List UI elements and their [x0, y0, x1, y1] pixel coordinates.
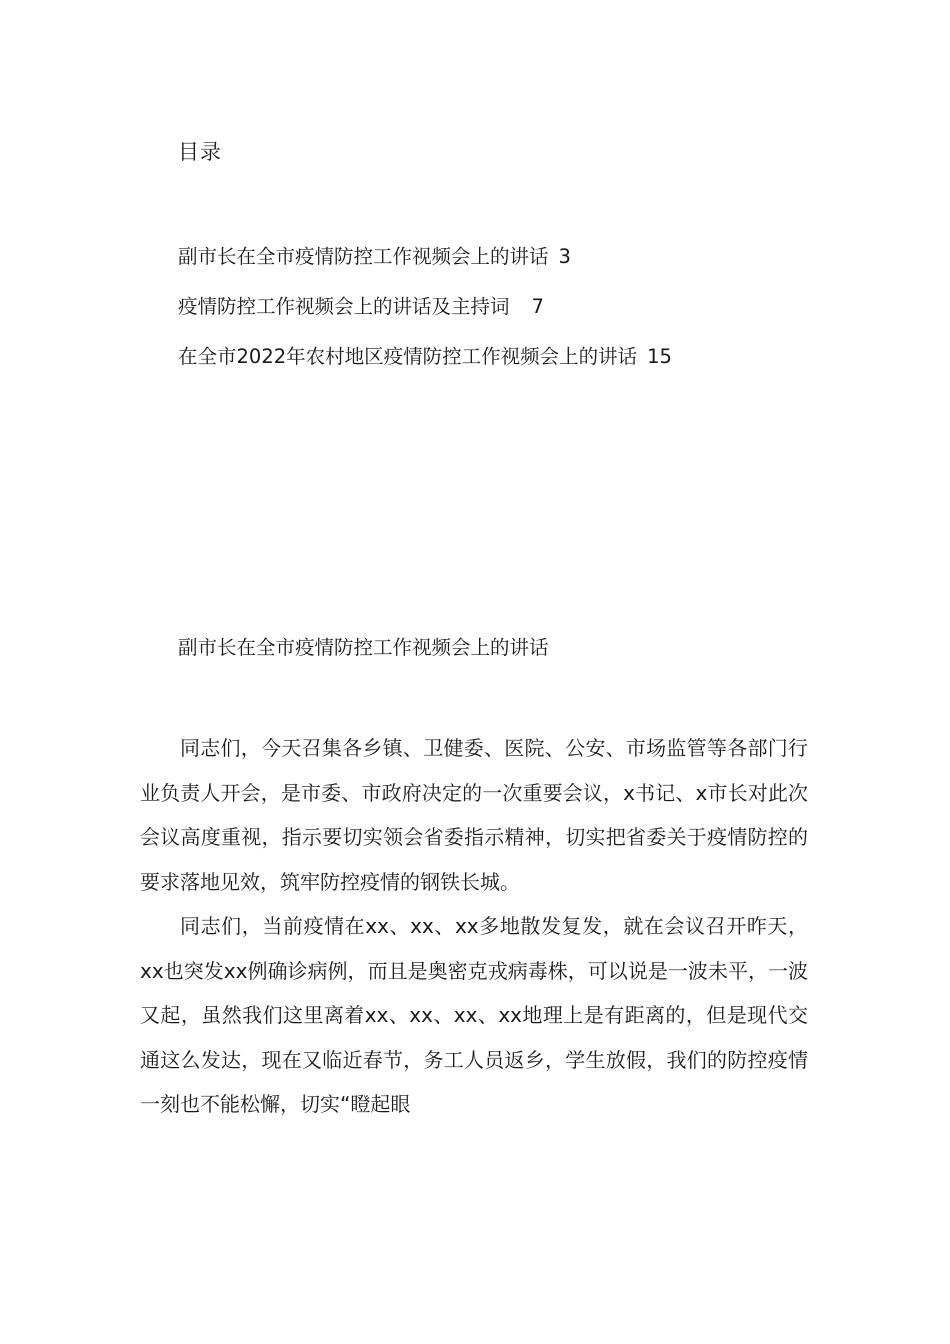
- section-body: [140, 726, 808, 1127]
- toc-title: 目录: [178, 140, 222, 164]
- toc-entry-title: 副市长在全市疫情防控工作视频会上的讲话: [178, 245, 549, 268]
- toc-entry-2[interactable]: [178, 282, 672, 332]
- toc-entry-3[interactable]: [178, 332, 672, 382]
- section-heading: 副市长在全市疫情防控工作视频会上的讲话: [178, 636, 549, 659]
- body-paragraph-1: 同志们，今天召集各乡镇、卫健委、医院、公安、市场监管等各部门行业负责人开会，是市委、市政府决定的一次重要会议，x书记、x市长对此次会议高度重视，指示要切实领会省委指示精神，切实把省委关于疫情防控的要求落地见效，筑牢防控疫情的钢铁长城。: [140, 736, 808, 894]
- toc-entry-page: 3: [558, 245, 571, 268]
- toc-entry-page: 15: [647, 345, 672, 368]
- table-of-contents: [178, 232, 672, 382]
- toc-entry-title: 在全市2022年农村地区疫情防控工作视频会上的讲话: [178, 345, 638, 368]
- toc-entry-title: 疫情防控工作视频会上的讲话及主持词: [178, 295, 510, 318]
- toc-entry-page: 7: [531, 295, 544, 318]
- toc-entry-1[interactable]: [178, 232, 672, 282]
- body-paragraph-2: 同志们，当前疫情在xx、xx、xx多地散发复发，就在会议召开昨天，xx也突发xx例确诊病例，而且是奥密克戎病毒株，可以说是一波未平，一波又起，虽然我们这里离着xx、xx、xx、xx地理上是有距离的，但是现代交通这么发达，现在又临近春节，务工人员返乡，学生放假，我们的防控疫情一刻也不能松懈，切实“瞪起眼: [140, 914, 808, 1116]
